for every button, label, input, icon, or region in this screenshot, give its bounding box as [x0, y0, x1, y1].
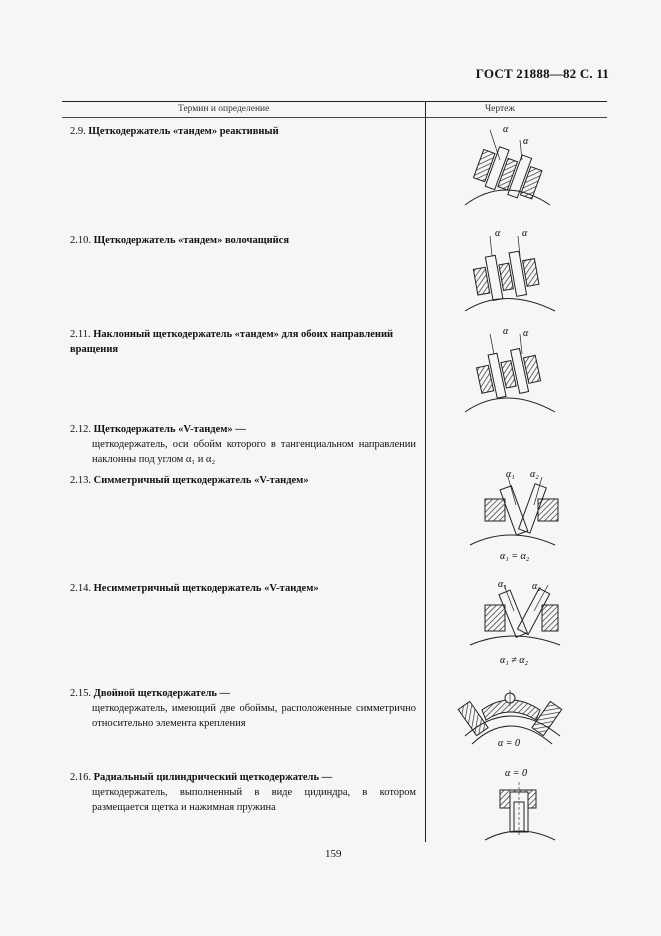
term-title: Щеткодержатель «V-тандем» — — [93, 424, 246, 435]
figure-radial-cylindrical-holder — [430, 762, 580, 844]
angle-equation: α = 0 — [505, 768, 527, 779]
angle-equation: α = 0 — [498, 738, 520, 749]
term-definition: щеткодержатель, имеющий две обоймы, расположенные симметрично относительно элемента крепления — [92, 703, 416, 729]
angle-label: α₁ — [498, 579, 507, 590]
page-number: 159 — [325, 848, 342, 860]
figure-v-tandem-symmetric — [430, 465, 580, 565]
term-title: Несимметричный щеткодержатель «V-тандем» — [93, 583, 319, 594]
term-number: 2.9. — [70, 126, 86, 137]
figure-v-tandem-asymmetric — [430, 575, 580, 670]
term-2-10 — [70, 233, 416, 248]
angle-inequation: α₁ ≠ α₂ — [500, 655, 528, 666]
header-underline — [62, 117, 607, 118]
term-2-9 — [70, 124, 416, 139]
column-divider — [425, 101, 426, 842]
doc-reference: ГОСТ 21888—82 С. 11 — [475, 66, 609, 81]
term-definition: щеткодержатель, оси обойм которого в тангенциальном направлении наклонны под углом α₁ и α₂ — [92, 439, 416, 465]
term-title: Радиальный цилиндрический щеткодержатель — — [93, 772, 333, 783]
angle-label: α — [522, 228, 528, 239]
term-title: Симметричный щеткодержатель «V-тандем» — [93, 475, 309, 486]
figure-tandem-reactive — [430, 120, 580, 210]
header-rule — [62, 101, 607, 102]
column-header-terms: Термин и определение — [178, 104, 270, 114]
term-title: Двойной щеткодержатель — — [93, 688, 231, 699]
column-header-drawing: Чертеж — [485, 104, 515, 114]
term-number: 2.10. — [70, 235, 91, 246]
term-2-12 — [70, 422, 416, 467]
figure-double-brush-holder — [430, 676, 580, 756]
angle-label: α — [503, 124, 509, 135]
term-number: 2.11. — [70, 329, 91, 340]
figure-tandem-trailing — [430, 226, 580, 316]
angle-equation: α₁ = α₂ — [500, 551, 530, 562]
figure-tandem-inclined — [430, 322, 580, 417]
angle-label: α₂ — [532, 581, 541, 592]
term-2-14 — [70, 581, 416, 596]
term-number: 2.12. — [70, 424, 91, 435]
term-2-16 — [70, 770, 416, 815]
term-title: Щеткодержатель «тандем» волочащийся — [93, 235, 290, 246]
term-definition: щеткодержатель, выполненный в виде цидиндра, в котором размещается щетка и нажимная пружина — [92, 787, 416, 813]
term-2-15 — [70, 686, 416, 731]
term-2-11 — [70, 327, 416, 357]
term-title: Наклонный щеткодержатель «тандем» для обоих направлений вращения — [70, 329, 394, 355]
angle-label: α₁ — [506, 469, 515, 480]
angle-label: α₂ — [530, 469, 539, 480]
term-title: Щеткодержатель «тандем» реактивный — [88, 126, 279, 137]
angle-label: α — [495, 228, 501, 239]
angle-label: α — [503, 326, 509, 337]
angle-label: α — [523, 136, 529, 147]
term-2-13 — [70, 473, 416, 488]
term-number: 2.16. — [70, 772, 91, 783]
term-number: 2.13. — [70, 475, 91, 486]
term-number: 2.14. — [70, 583, 91, 594]
angle-label: α — [523, 328, 529, 339]
term-number: 2.15. — [70, 688, 91, 699]
